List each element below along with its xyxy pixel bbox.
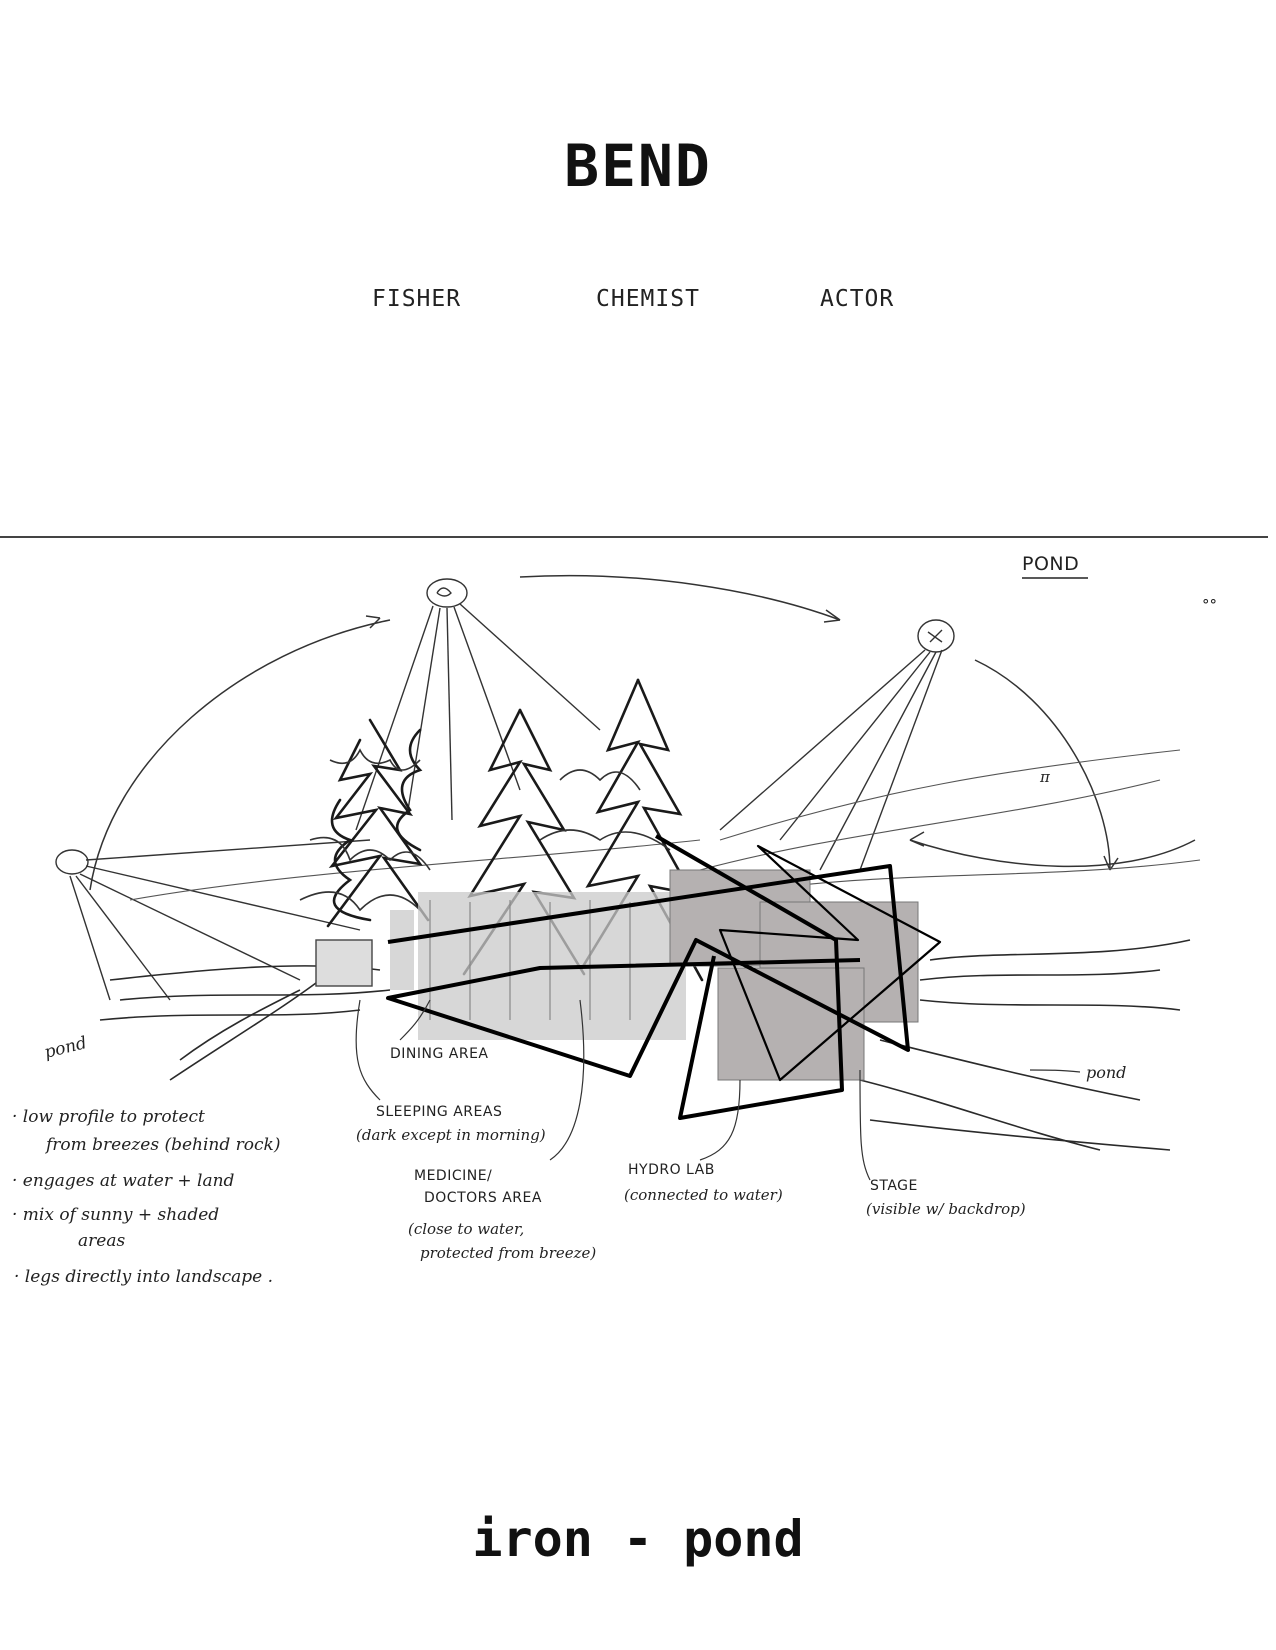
note-line: · mix of sunny + shaded xyxy=(12,1205,220,1225)
sun-path-arcs xyxy=(90,576,1195,890)
label-dining-area: DINING AREA xyxy=(390,1046,489,1062)
label-medicine: MEDICINE/ xyxy=(414,1168,493,1184)
footer-caption: iron - pond xyxy=(472,1510,804,1568)
lab-stage-volumes xyxy=(670,870,918,1080)
note-line: · low profile to protect xyxy=(12,1107,205,1127)
role-chemist: CHEMIST xyxy=(596,286,700,312)
note-line: · engages at water + land xyxy=(12,1171,235,1191)
role-fisher: FISHER xyxy=(372,286,462,312)
role-actor: ACTOR xyxy=(820,286,895,312)
birds-mark: °° xyxy=(1202,596,1217,614)
roles-row xyxy=(0,286,1276,316)
label-doctors-area: DOCTORS AREA xyxy=(424,1190,542,1206)
label-stage-note: (visible w/ backdrop) xyxy=(866,1200,1026,1218)
label-hydro-lab: HYDRO LAB xyxy=(628,1162,715,1178)
label-stage: STAGE xyxy=(870,1178,918,1194)
label-medicine-note: (close to water, xyxy=(408,1220,525,1238)
label-hydro-note: (connected to water) xyxy=(624,1186,783,1204)
page-title: BEND xyxy=(564,132,712,200)
bird-mark: π xyxy=(1040,768,1050,786)
note-line: areas xyxy=(78,1231,126,1251)
label-sleeping-areas: SLEEPING AREAS xyxy=(376,1104,503,1120)
note-line: from breezes (behind rock) xyxy=(46,1135,281,1155)
label-sleeping-note: (dark except in morning) xyxy=(356,1126,546,1144)
light-source-right xyxy=(720,620,954,870)
label-medicine-note-2: protected from breeze) xyxy=(420,1244,597,1262)
rock-shelter xyxy=(316,940,372,986)
label-pond-right: pond xyxy=(1086,1063,1127,1082)
site-sketch xyxy=(0,540,1276,1360)
design-notes xyxy=(12,1107,280,1287)
label-pond-left: pond xyxy=(42,1033,89,1063)
section-divider xyxy=(0,536,1268,538)
note-line: · legs directly into landscape . xyxy=(14,1267,274,1287)
label-pond-top: POND xyxy=(1022,553,1080,575)
tree-texture xyxy=(300,750,670,910)
